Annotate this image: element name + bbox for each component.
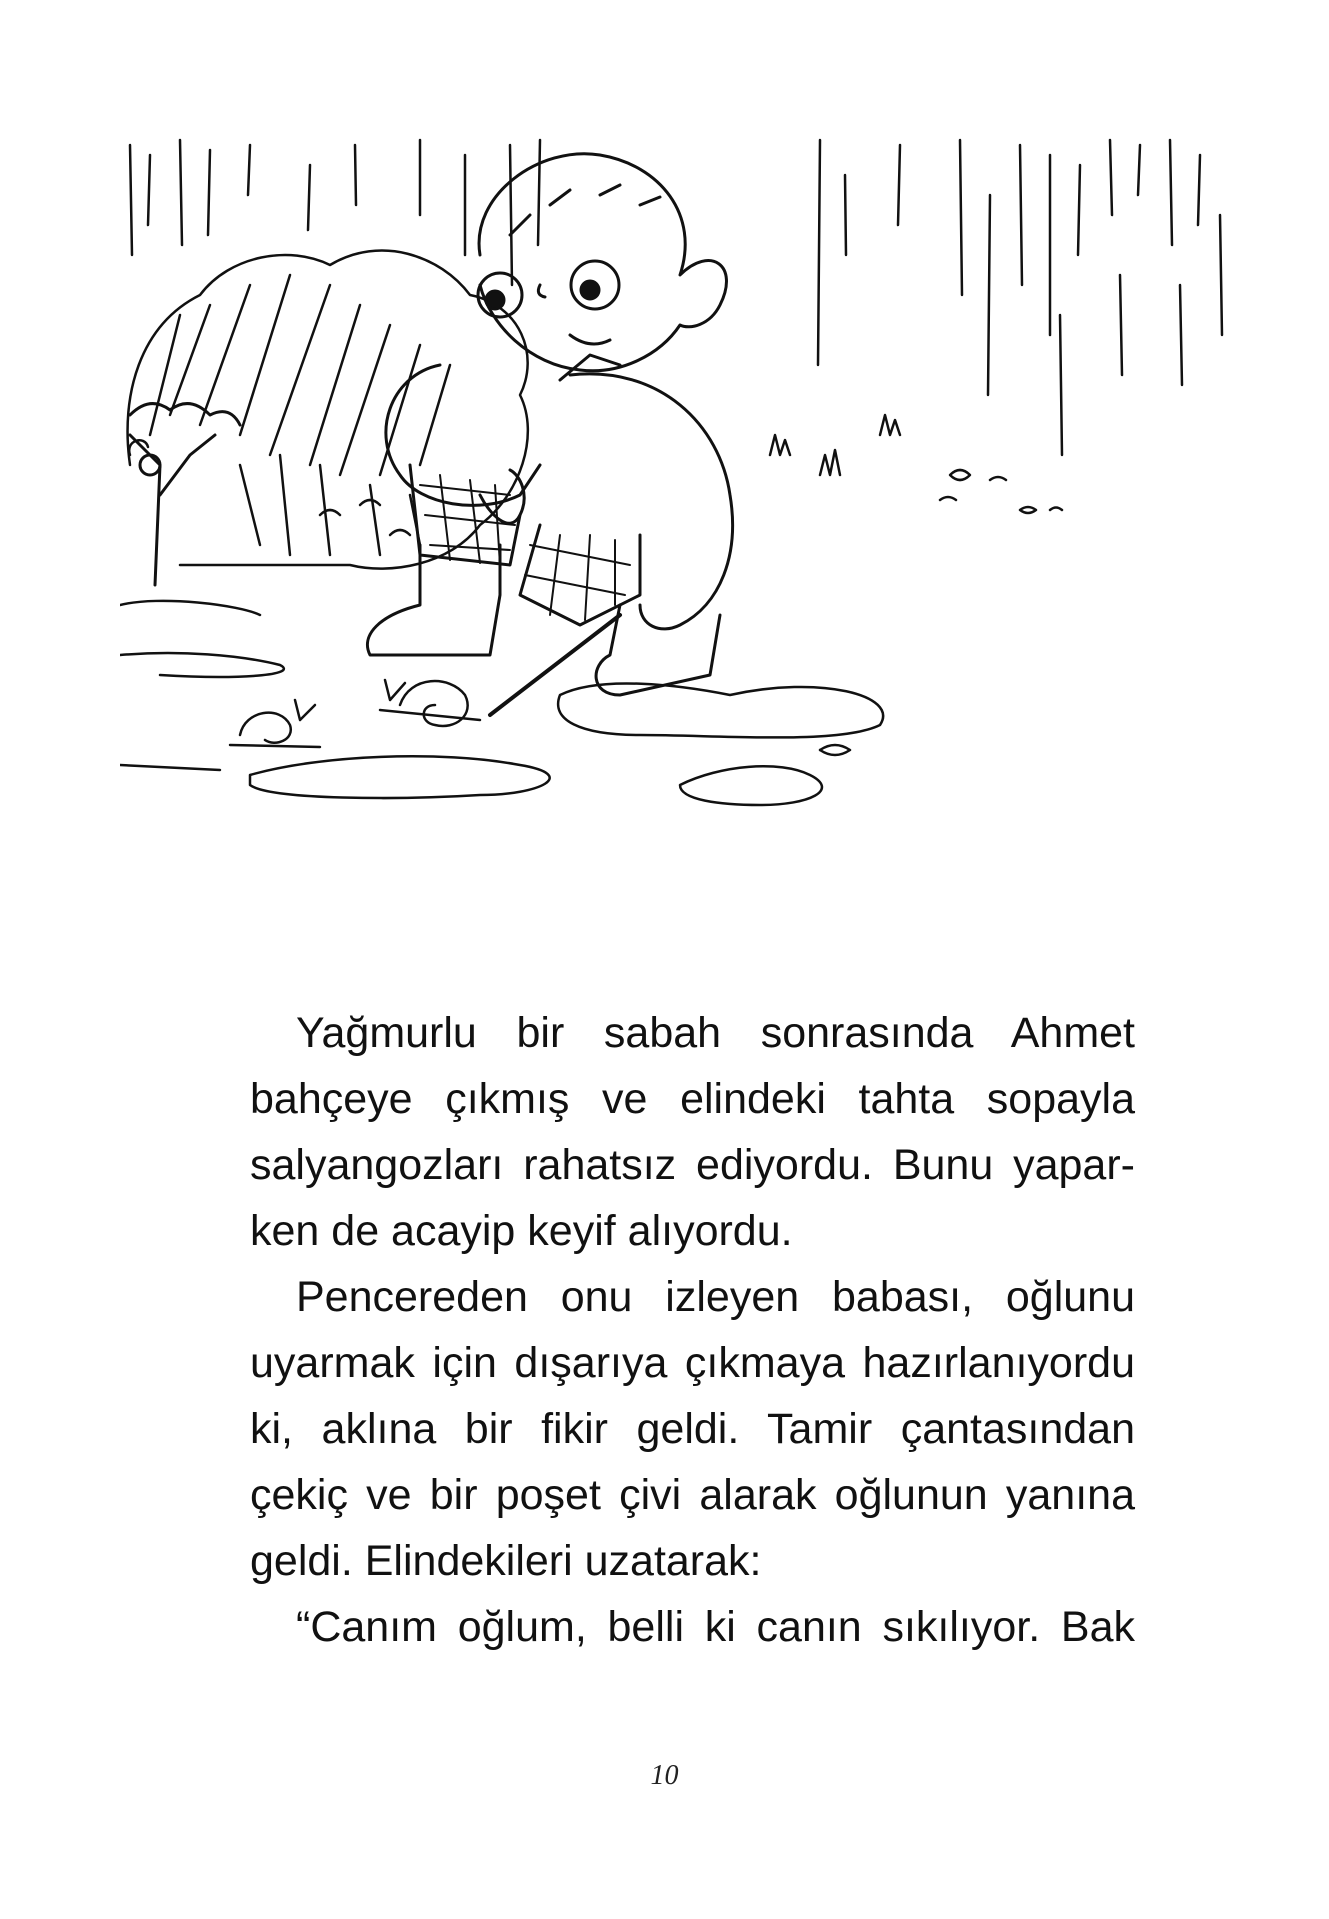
story-text bbox=[250, 1000, 1135, 1660]
boy bbox=[367, 154, 732, 715]
story-paragraph-2: Pencereden onu izleyen babası, oğlunu uyarmak için dışarıya çıkmaya hazırlanıyordu ki, aklına bir fikir geldi. Tamir çantasından çekiç ve bir poşet çivi alarak oğlunun yanına geldi. Elindekileri uzatarak: bbox=[250, 1273, 1135, 1585]
bush bbox=[128, 251, 528, 569]
story-paragraph-3: “Canım oğlum, belli ki canın sıkılıyor. Bak bbox=[296, 1603, 1135, 1651]
grass bbox=[770, 415, 900, 475]
page-number: 10 bbox=[650, 1760, 679, 1791]
story-paragraph-1: Yağmurlu bir sabah sonrasında Ahmet bahçeye çıkmış ve elindeki tahta sopayla salyangozları rahatsız ediyordu. Bunu yaparken de acayip keyif alıyordu. bbox=[250, 1009, 1135, 1255]
fence-lines bbox=[130, 140, 1222, 455]
illustration-boy-with-snails bbox=[120, 135, 1240, 955]
tree bbox=[130, 404, 240, 585]
